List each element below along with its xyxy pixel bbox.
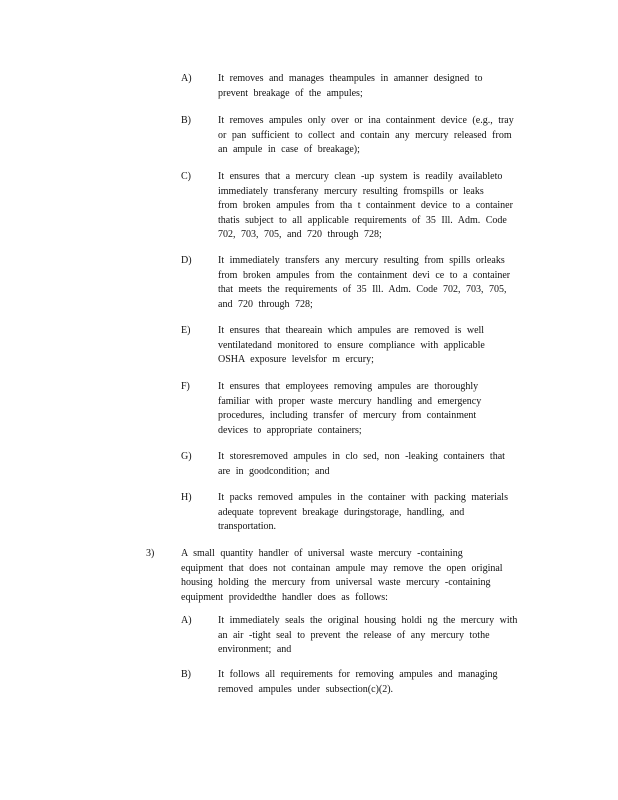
text-line: 702, 703, 705, and 720 through 728; — [218, 229, 382, 240]
item-text — [218, 114, 546, 158]
item-text — [218, 668, 546, 697]
text-line: It ensures that employees removing ampules are thoroughly — [218, 381, 479, 392]
text-line: It ensures that a mercury clean -up system is readily availableto — [218, 171, 503, 182]
text-line: housing holding the mercury from universal waste mercury -containing — [181, 577, 491, 588]
text-line: from broken ampules from tha t containment device to a container — [218, 200, 513, 211]
item-label: A) — [181, 615, 192, 626]
item-text — [218, 324, 546, 368]
text-line: an air -tight seal to prevent the release of any mercury tothe — [218, 629, 490, 641]
text-line: devices to appropriate containers; — [218, 424, 362, 436]
text-line: adequate toprevent breakage duringstorage, handling, and — [218, 506, 465, 518]
text-line: It storesremoved ampules in clo sed, non -leaking containers that — [218, 451, 505, 462]
item-text — [218, 254, 546, 312]
text-line: familiar with proper waste mercury handling and emergency — [218, 395, 482, 407]
item-text — [218, 450, 546, 479]
text-line: removed ampules under subsection(c)(2). — [218, 683, 394, 695]
text-line: OSHA exposure levelsfor m ercury; — [218, 354, 374, 365]
item-label: A) — [181, 73, 192, 84]
item-text — [218, 72, 546, 101]
text-line: immediately transferany mercury resulting fromspills or leaks — [218, 185, 484, 197]
text-line: equipment that does not containan ampule may remove the open original — [181, 562, 503, 574]
text-line: It removes and manages theampules in amanner designed to — [218, 73, 483, 84]
item-label: E) — [181, 325, 191, 336]
text-line: and 720 through 728; — [218, 298, 313, 310]
item-text — [218, 491, 546, 535]
text-line: equipment providedthe handler does as follows: — [181, 591, 388, 603]
text-line: prevent breakage of the ampules; — [218, 87, 363, 99]
item-label: F) — [181, 381, 190, 392]
item-label: H) — [181, 492, 192, 503]
text-line: transportation. — [218, 521, 277, 532]
item-label: D) — [181, 255, 192, 266]
text-line: environment; and — [218, 644, 292, 655]
text-line: It removes ampules only over or ina containment device (e.g., tray — [218, 115, 514, 126]
item-text — [218, 380, 546, 438]
text-line: A small quantity handler of universal waste mercury -containing — [181, 548, 463, 559]
text-line: It packs removed ampules in the container with packing materials — [218, 492, 508, 503]
item-label: 3) — [146, 548, 155, 559]
text-line: or pan sufficient to collect and contain any mercury released from — [218, 129, 512, 141]
text-line: It immediately transfers any mercury resulting from spills orleaks — [218, 255, 505, 266]
item-text — [218, 614, 546, 658]
item-text — [218, 170, 546, 243]
text-line: procedures, including transfer of mercury from containment — [218, 410, 477, 421]
text-line: thatis subject to all applicable requirements of 35 Ill. Adm. Code — [218, 214, 507, 226]
text-line: ventilatedand monitored to ensure compliance with applicable — [218, 339, 485, 351]
text-line: an ampule in case of breakage); — [218, 144, 360, 155]
item-text — [181, 547, 541, 605]
text-line: from broken ampules from the containment devi ce to a container — [218, 269, 511, 281]
item-label: B) — [181, 115, 191, 126]
text-line: It follows all requirements for removing ampules and managing — [218, 669, 498, 680]
item-label: B) — [181, 669, 191, 680]
text-line: are in goodcondition; and — [218, 465, 330, 477]
text-line: It ensures that theareain which ampules are removed is well — [218, 325, 485, 336]
text-line: that meets the requirements of 35 Ill. Adm. Code 702, 703, 705, — [218, 284, 507, 295]
item-label: G) — [181, 451, 192, 462]
item-label: C) — [181, 171, 191, 182]
text-line: It immediately seals the original housing holdi ng the mercury with — [218, 615, 518, 626]
